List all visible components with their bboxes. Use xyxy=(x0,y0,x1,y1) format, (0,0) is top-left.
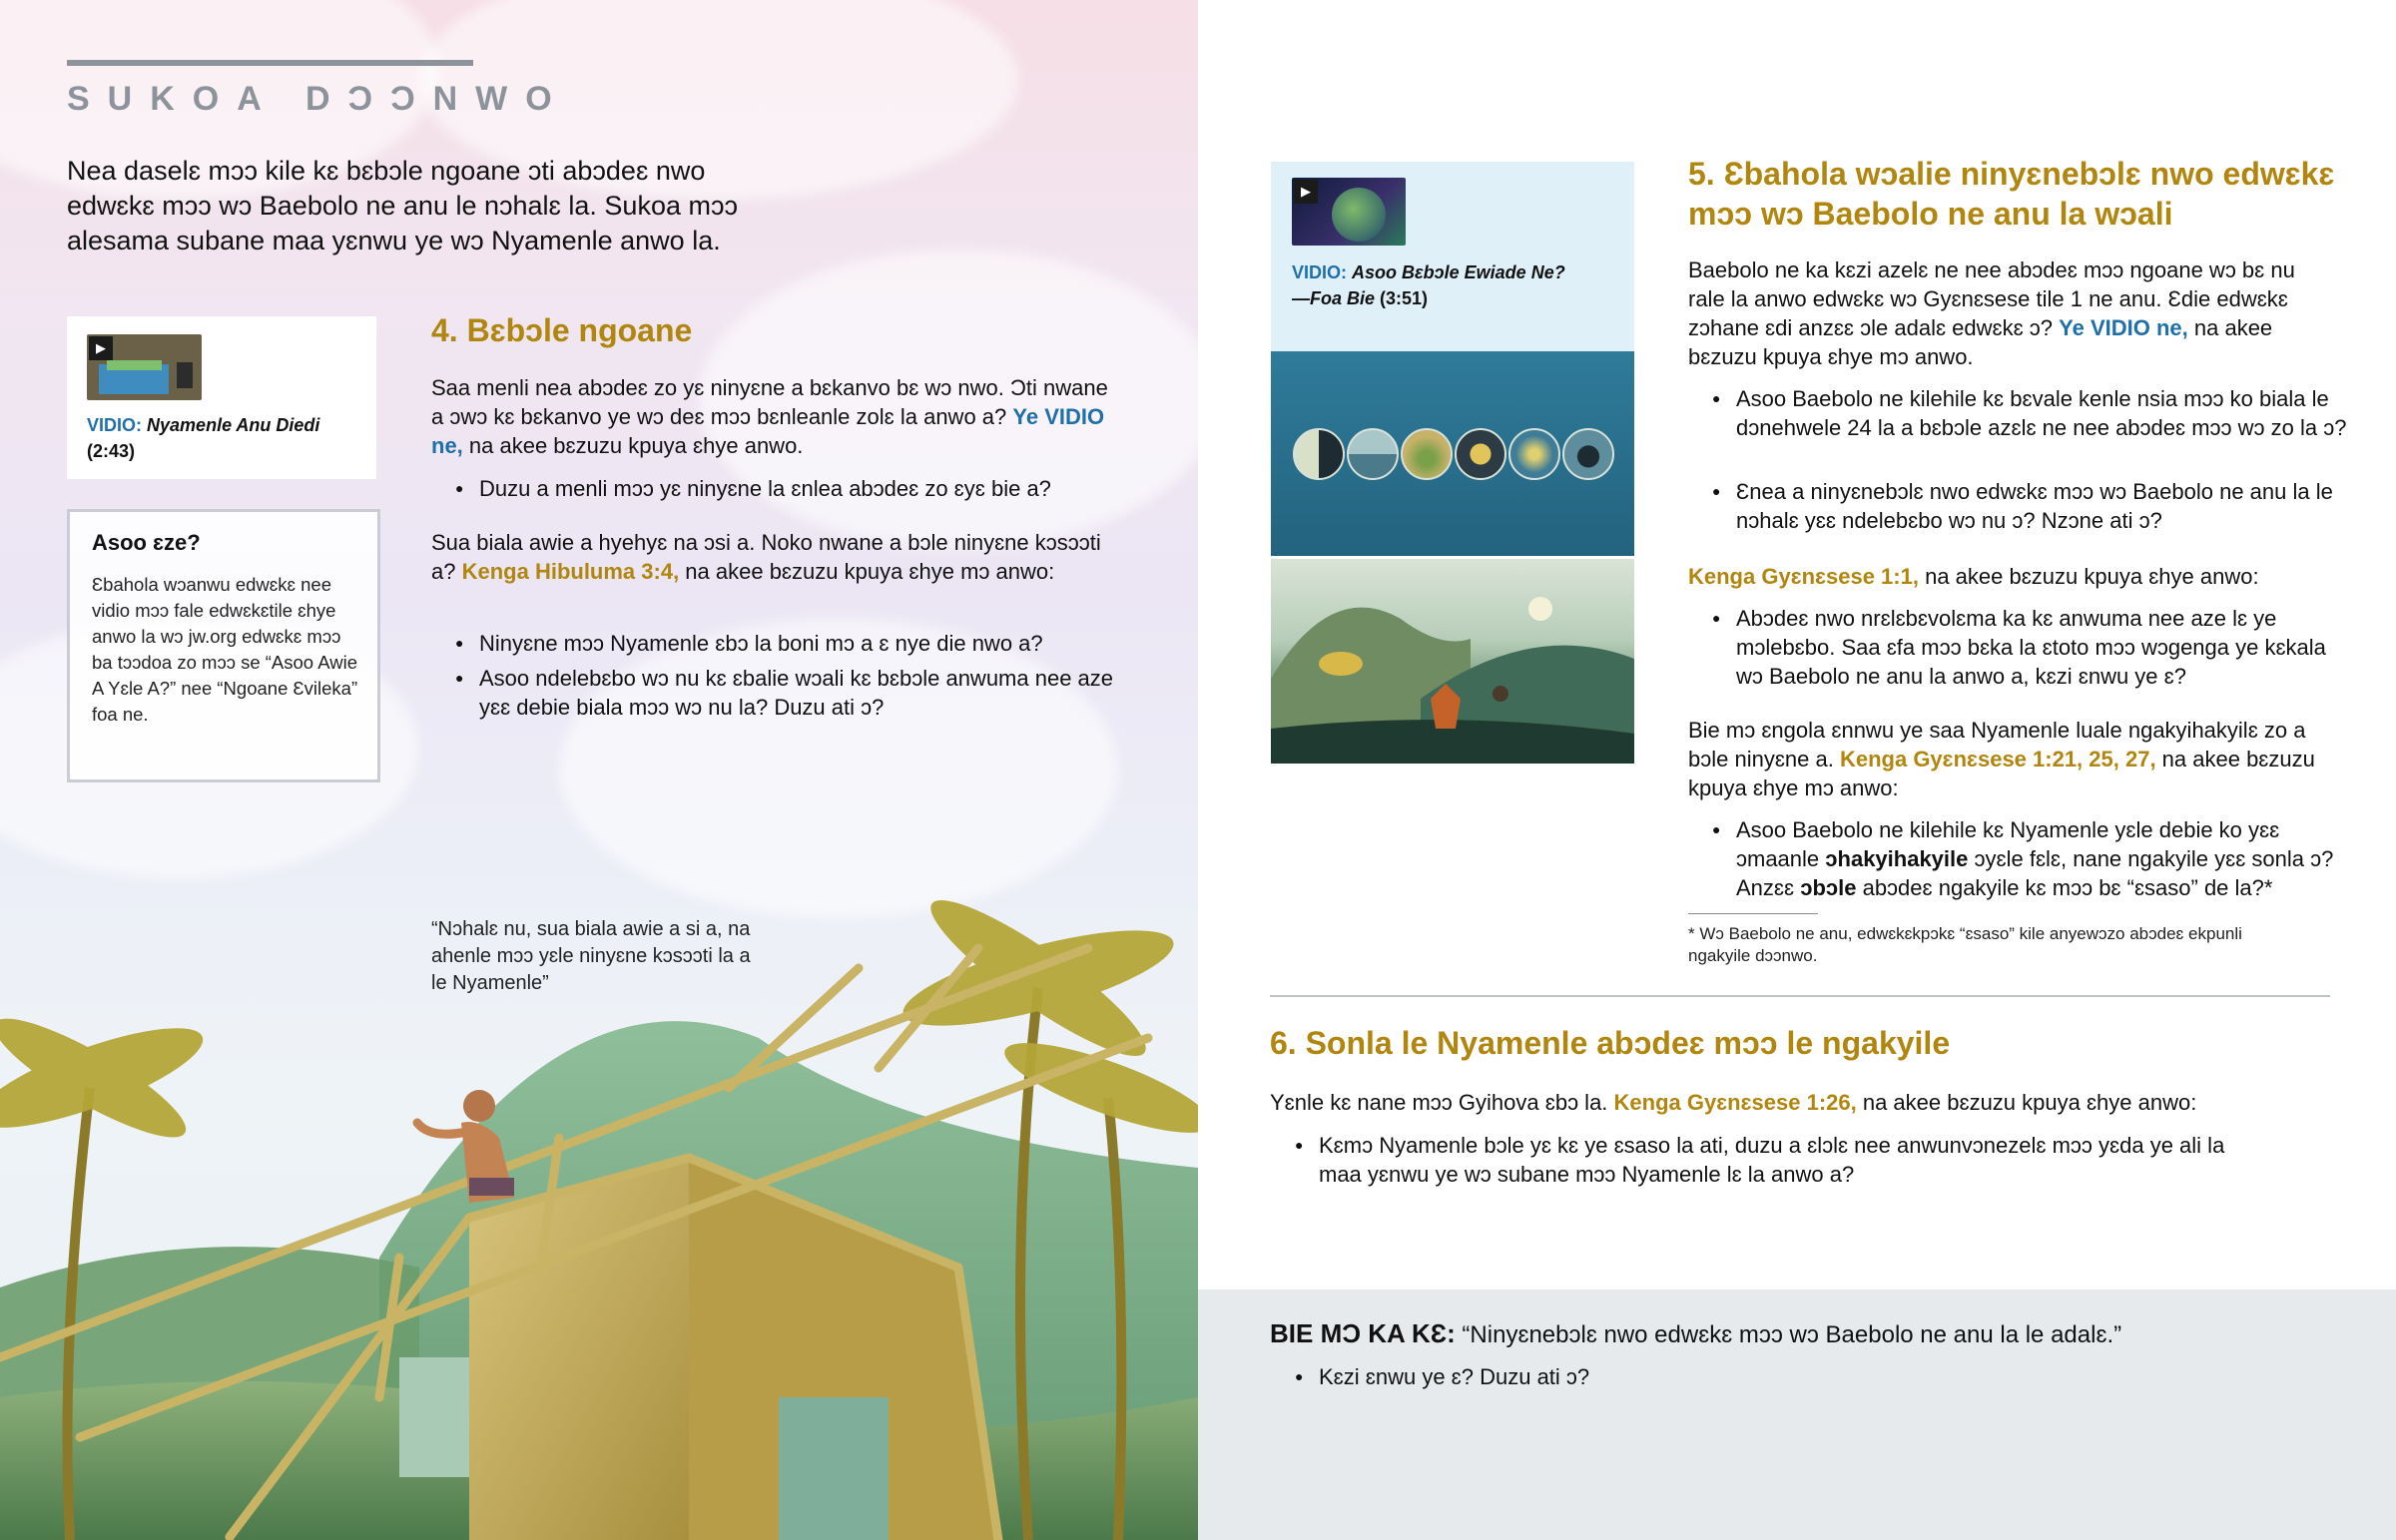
bullet-emphasis: ɔbɔle xyxy=(1800,875,1857,900)
paragraph-text: Bie mɔ ɛngola ɛnnwu ye saa Nyamenle luale ngakyihakyilɛ zo a bɔle ninyɛne a. xyxy=(1688,718,2306,771)
question-bullet: ● Kɛzi ɛnwu ye ɛ? Duzu ati ɔ? xyxy=(1295,1362,2217,1391)
section-6-paragraph-1 xyxy=(1270,1088,2328,1117)
thumbnail-art xyxy=(107,360,162,370)
objection-quote: “Ninyɛnebɔlɛ nwo edwɛkɛ mɔɔ wɔ Baebolo ne anu la le adalɛ.” xyxy=(1455,1321,2122,1348)
section-5-paragraph-2 xyxy=(1688,562,2327,591)
question-bullet: ● Asoo ndelebɛbo wɔ nu kɛ ɛbalie wɔali kɛ bɛbɔle anwuma nee aze yɛɛ debie biala mɔɔ wɔ nu la? Duzu ati ɔ? xyxy=(455,664,1128,722)
video-link[interactable]: Ye VIDIO ne, xyxy=(431,404,1105,458)
video-kicker: VIDIO: xyxy=(1292,262,1348,282)
video-card-creation[interactable] xyxy=(1271,162,1634,351)
kicker-bar xyxy=(67,60,473,66)
video-thumbnail[interactable] xyxy=(87,334,202,400)
section-4-heading: 4. Bɛbɔle ngoane xyxy=(431,312,693,348)
objection-statement xyxy=(1270,1319,2348,1349)
nature-scene-illustration xyxy=(1271,559,1634,764)
day-5-icon xyxy=(1508,428,1560,480)
scripture-reference[interactable]: Kenga Gyɛnɛsese 1:1, xyxy=(1688,564,1919,589)
scripture-reference[interactable]: Kenga Hibuluma 3:4, xyxy=(461,559,680,584)
paragraph-text: Saa menli nea abɔdeɛ zo yɛ ninyɛne a bɛkanvo bɛ wɔ nwo. Ɔti nwane a ɔwɔ kɛ bɛkanvo ye wɔ deɛ mɔɔ bɛnleanle zolɛ la anwo a? xyxy=(431,375,1108,429)
paragraph-text: na akee bɛzuzu kpuya ɛhye anwo: xyxy=(1856,1090,2197,1115)
box-title: Asoo ɛze? xyxy=(92,530,201,555)
paragraph-text: na akee bɛzuzu kpuya ɛhye mɔ anwo: xyxy=(679,559,1055,584)
video-duration: (2:43) xyxy=(87,441,136,461)
video-label xyxy=(1292,259,1621,311)
day-4-icon xyxy=(1455,428,1506,480)
paragraph-text: na akee bɛzuzu kpuya ɛhye mɔ anwo: xyxy=(1688,747,2315,800)
paragraph-text: na akee bɛzuzu kpuya ɛhye mɔ anwo. xyxy=(1688,315,2273,369)
illustration-caption: “Nɔhalɛ nu, sua biala awie a si a, na ahenle mɔɔ yɛle ninyɛne kɔsɔɔti la a le Nyamenle” xyxy=(431,918,751,994)
box-body: Ɛbahola wɔanwu edwɛkɛ nee vidio mɔɔ fale edwɛkɛtile ɛhye anwo la wɔ jw.org edwɛkɛ mɔɔ ba tɔɔdoa zo mɔɔ se “Asoo Awie A Yɛle A?” nee “Ngoane Ɛvileka” foa ne. xyxy=(92,574,358,725)
intro-text: Nea daselɛ mɔɔ kile kɛ bɛbɔle ngoane ɔti abɔdeɛ nwo edwɛkɛ mɔɔ wɔ Baebolo ne anu le nɔhalɛ la. Sukoa mɔɔ alesama subane maa yɛnwu ye wɔ Nyamenle anwo la. xyxy=(67,156,738,256)
day-1-icon xyxy=(1293,428,1345,480)
section-4-paragraph-1 xyxy=(431,373,1110,460)
footnote: * Wɔ Baebolo ne anu, edwɛkɛkpɔkɛ “ɛsaso” kile anyewɔzo abɔdeɛ ekpunli ngakyile dɔɔnwo. xyxy=(1688,924,2242,965)
day-6-icon xyxy=(1562,428,1614,480)
question-bullet xyxy=(1712,815,2355,902)
question-bullet: ● Ɛnea a ninyɛnebɔlɛ nwo edwɛkɛ mɔɔ wɔ Baebolo ne anu la le nɔhalɛ yɛɛ ndelebɛbo wɔ nu ɔ? Nzɔne ati ɔ? xyxy=(1712,477,2355,535)
creation-days-illustration xyxy=(1271,351,1634,556)
paragraph-text: Baebolo ne ka kɛzi azelɛ ne nee abɔdeɛ mɔɔ ngoane wɔ bɛ nu rale la anwo edwɛkɛ wɔ Gyɛnɛsese tile 1 ne anu. Ɛdie edwɛkɛ zɔhane ɛdi anzɛɛ ɔle adalɛ edwɛkɛ ɔ? xyxy=(1688,257,2295,340)
paragraph-text: Yɛnle kɛ nane mɔɔ Gyihova ɛbɔ la. xyxy=(1270,1090,1614,1115)
video-card-nyamenle[interactable] xyxy=(67,316,376,479)
video-title[interactable]: Nyamenle Anu Diedi xyxy=(147,415,320,435)
video-thumbnail[interactable] xyxy=(1292,178,1406,246)
video-kicker: VIDIO: xyxy=(87,415,143,435)
section-6-heading: 6. Sonla le Nyamenle abɔdeɛ mɔɔ le ngakyile xyxy=(1270,1025,1951,1061)
question-bullet: ● Kɛmɔ Nyamenle bɔle yɛ kɛ ye ɛsaso la ati, duzu a ɛlɔlɛ nee anwunvɔnezelɛ mɔɔ yɛda ye ali la maa yɛnwu ye wɔ subane mɔɔ Nyamenle lɛ la anwo a? xyxy=(1295,1131,2257,1189)
scripture-reference[interactable]: Kenga Gyɛnɛsese 1:26, xyxy=(1613,1090,1857,1115)
scene-art xyxy=(1271,559,1634,764)
question-bullet: ● Ninyɛne mɔɔ Nyamenle ɛbɔ la boni mɔ a ɛ nye die nwo a? xyxy=(455,629,1128,658)
question-bullet: ● Asoo Baebolo ne kilehile kɛ bɛvale kenle nsia mɔɔ ko biala le dɔnehwele 24 la a bɛbɔle azɛlɛ ne nee abɔdeɛ mɔɔ wɔ zo la ɔ? xyxy=(1712,384,2355,442)
paragraph-text: Sua biala awie a hyehyɛ na ɔsi a. Noko nwane a bɔle ninyɛne kɔsɔɔti a? xyxy=(431,530,1101,584)
section-4-paragraph-2 xyxy=(431,528,1110,586)
bullet-emphasis: ɔhakyihakyile xyxy=(1825,846,1969,871)
section-kicker: SUKOA DƆƆNWO xyxy=(67,80,570,118)
thumbnail-art xyxy=(177,362,193,388)
some-people-say-band xyxy=(1198,1289,2396,1540)
section-5-paragraph-3 xyxy=(1688,716,2327,802)
footnote-divider xyxy=(1688,913,1818,914)
video-title[interactable]: Asoo Bɛbɔle Ewiade Ne? xyxy=(1352,262,1565,282)
section-5-paragraph-1 xyxy=(1688,256,2327,371)
paragraph-text: na akee bɛzuzu kpuya ɛhye anwo. xyxy=(462,433,804,458)
paragraph-text: na akee bɛzuzu kpuya ɛhye anwo: xyxy=(1918,564,2259,589)
play-icon[interactable]: ▶ xyxy=(89,336,113,360)
bullet-text: ɔyɛle fɛlɛ, nane ngakyile yɛɛ sonla ɔ? Anzɛɛ xyxy=(1736,846,2334,900)
bullet-text: abɔdeɛ ngakyile kɛ mɔɔ bɛ “ɛsaso” de la?* xyxy=(1856,875,2273,900)
day-3-icon xyxy=(1401,428,1453,480)
earth-thumbnail-art xyxy=(1332,188,1386,242)
scripture-reference[interactable]: Kenga Gyɛnɛsese 1:21, 25, 27, xyxy=(1839,747,2156,771)
video-duration: (3:51) xyxy=(1380,288,1429,308)
bullet-text: Asoo Baebolo ne kilehile kɛ Nyamenle yɛle debie ko yɛɛ ɔmaanle xyxy=(1736,817,2280,871)
did-you-know-box xyxy=(67,509,380,782)
day-2-icon xyxy=(1347,428,1399,480)
objection-label: BIE MƆ KA KƐ: xyxy=(1270,1318,1456,1348)
section-5-heading: 5. Ɛbahola wɔalie ninyɛnebɔlɛ nwo edwɛkɛ mɔɔ wɔ Baebolo ne anu la wɔali xyxy=(1688,156,2335,232)
question-bullet: ● Abɔdeɛ nwo nrɛlɛbɛvolɛma ka kɛ anwuma nee aze lɛ ye mɔlebɛbo. Saa ɛfa mɔɔ bɛka la ɛtoto mɔɔ wɔgenga ye kɛkala wɔ Baebolo ne anu la anwo a, kɛzi ɛnwu ye ɛ? xyxy=(1712,604,2355,691)
video-link[interactable]: Ye VIDIO ne, xyxy=(2059,315,2188,340)
video-subtitle: —Foa Bie xyxy=(1292,288,1376,308)
section-divider xyxy=(1270,995,2330,997)
video-label xyxy=(87,412,361,464)
question-bullet: ● Duzu a menli mɔɔ yɛ ninyɛne la ɛnlea abɔdeɛ zo ɛyɛ bie a? xyxy=(455,474,1128,503)
play-icon[interactable]: ▶ xyxy=(1294,180,1318,204)
